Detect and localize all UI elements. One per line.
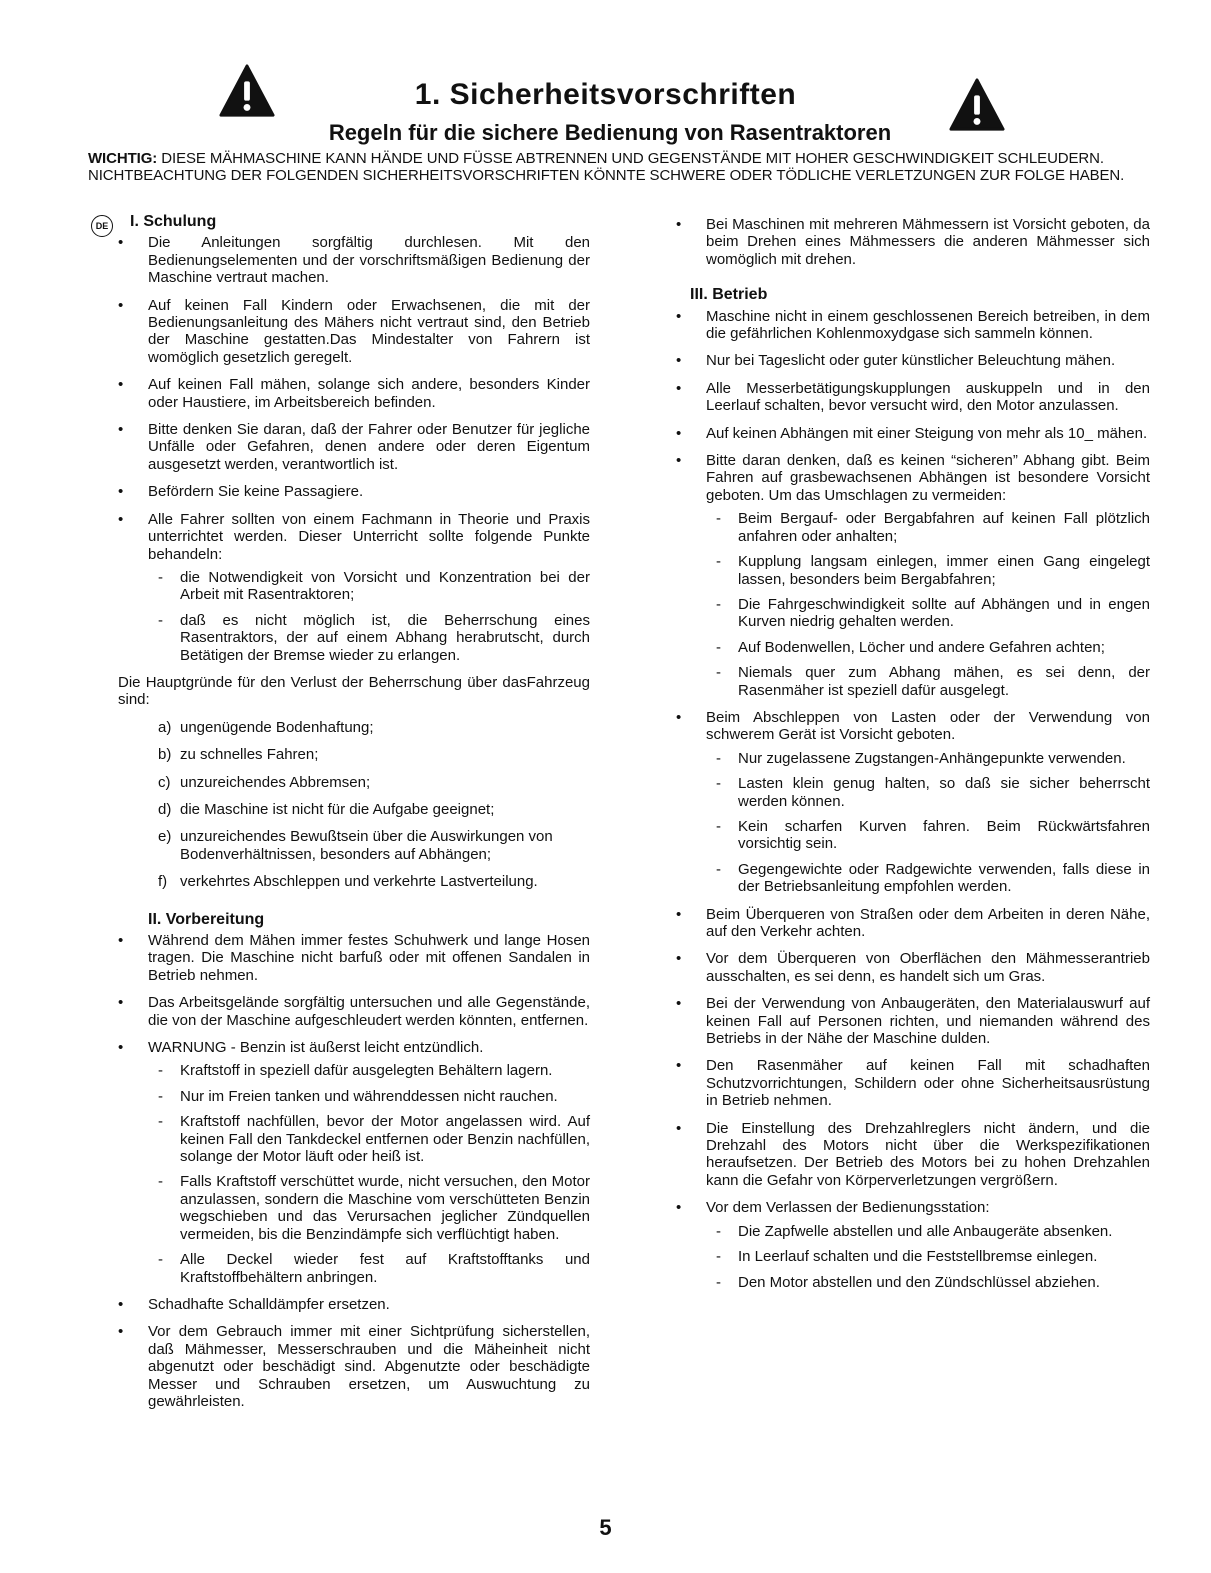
alpha-item	[90, 801, 590, 818]
list-item-text: Bei Maschinen mit mehreren Mähmessern ist Vorsicht geboten, da beim Drehen eines Mähmessers die anderen Mähmesser sich womöglich mit drehen.	[706, 216, 1150, 268]
list-item-text: Den Rasenmäher auf keinen Fall mit schadhaften Schutzvorrichtungen, Schildern oder ohne Sicherheitsausrüstung in Betrieb nehmen.	[706, 1057, 1150, 1110]
alpha-text: zu schnelles Fahren;	[180, 746, 319, 764]
list-item-text: Vor dem Überqueren von Oberflächen den Mähmesserantrieb ausschalten, es sei denn, es handelt sich um Gras.	[706, 950, 1150, 985]
list-item: • Auf keinen Fall Kindern oder Erwachsenen, die mit der Bedienungsanleitung des Mähers nicht vertraut sind, den Betrieb der Maschine gestatten.Das Mindestalter von Fahrern ist womöglich gesetzlich geregelt.	[118, 296, 590, 366]
alpha-mark: f)	[158, 873, 168, 891]
alpha-text: unzureichendes Abbremsen;	[180, 773, 371, 791]
list-item: • WARNUNG - Benzin ist äußerst leicht entzündlich. - Kraftstoff in speziell dafür ausgelegten Behältern lagern. - Nur im Freien tanken und währenddessen nicht rauchen. - Kraftstoff nachfüllen, bevor der Motor angelassen wird. Auf keinen Fall den Tankdeckel entfernen oder Benzin nachfüllen, solange der Motor läuft oder heiß ist. - Falls Kraftstoff verschüttet wurde, nicht versuchen, den Motor anzulassen, sondern die Maschine vom verschütteten Benzin wegschieben und das Verursachen jeglicher Zündquellen vermeiden, bis die Benzindämpfe sich verflüchtigt haben. - Alle Deckel wieder fest auf Kraftstofftanks und Kraftstoffbehältern anbringen.	[118, 1039, 590, 1286]
dash-item: - Gegengewichte oder Radgewichte verwenden, falls diese in der Betriebsanleitung empfohlen werden.	[716, 860, 1150, 896]
list-item: • Den Rasenmäher auf keinen Fall mit schadhaften Schutzvorrichtungen, Schildern oder ohne Sicherheitsausrüstung in Betrieb nehmen.	[676, 1057, 1150, 1110]
dash-item: - Kein scharfen Kurven fahren. Beim Rückwärtsfahren vorsichtig sein.	[716, 817, 1150, 853]
list-item: • Alle Fahrer sollten von einem Fachmann in Theorie und Praxis unterrichtet werden. Dieser Unterricht sollte folgende Punkte behandeln: - die Notwendigkeit von Vorsicht und Konzentration bei der Arbeit mit Rasentraktoren; - daß es nicht möglich ist, die Beherrschung eines Rasentraktors, der auf einem Abhang herabrutscht, durch Betätigen der Bremse wieder zu erlangen.	[118, 510, 590, 664]
dash-item: - In Leerlauf schalten und die Feststellbremse einlegen.	[716, 1248, 1098, 1266]
list-item: • Schadhafte Schalldämpfer ersetzen.	[118, 1295, 390, 1313]
dash-item: - Die Zapfwelle abstellen und alle Anbaugeräte absenken.	[716, 1222, 1113, 1240]
dash-item-text: Kraftstoff in speziell dafür ausgelegten Behältern lagern.	[180, 1062, 553, 1080]
alpha-item	[90, 719, 590, 736]
alpha-mark: c)	[158, 773, 171, 791]
bullet-list	[672, 308, 1150, 1291]
list-item-text: Das Arbeitsgelände sorgfältig untersuchen und alle Gegenstände, die von der Maschine aufgeschleudert werden könnten, entfernen.	[148, 994, 590, 1029]
list-item-text: Auf keinen Abhängen mit einer Steigung von mehr als 10_ mähen.	[706, 424, 1148, 442]
alpha-text: ungenügende Bodenhaftung;	[180, 718, 374, 736]
page-title: 1. Sicherheitsvorschriften	[414, 78, 797, 111]
alpha-item	[90, 774, 590, 791]
section-heading-betrieb: III. Betrieb	[690, 286, 768, 304]
list-item-text: Die Anleitungen sorgfältig durchlesen. Mit den Bedienungselementen und der vorschriftsmäßigen Bedienung der Maschine vertraut machen.	[148, 234, 590, 287]
list-item: • Während dem Mähen immer festes Schuhwerk und lange Hosen tragen. Die Maschine nicht barfuß oder mit offenen Sandalen in Betrieb nehmen.	[118, 932, 590, 984]
dash-item-text: Lasten klein genug halten, so daß sie sicher beherrscht werden können.	[738, 775, 1150, 810]
dash-list	[148, 569, 590, 664]
dash-item-text: Gegengewichte oder Radgewichte verwenden, falls diese in der Betriebsanleitung empfohlen werden.	[738, 860, 1150, 896]
list-item-text: Vor dem Verlassen der Bedienungsstation:	[706, 1199, 990, 1217]
dash-item: - Nur im Freien tanken und währenddessen nicht rauchen.	[158, 1087, 558, 1105]
language-badge: DE	[91, 215, 113, 237]
list-item: • Bei der Verwendung von Anbaugeräten, den Materialauswurf auf keinen Fall auf Personen richten, und niemanden während des Betriebs in der Nähe der Maschine dulden.	[676, 995, 1150, 1048]
dash-item-text: Auf Bodenwellen, Löcher und andere Gefahren achten;	[738, 638, 1105, 656]
dash-item: - Kraftstoff nachfüllen, bevor der Motor angelassen wird. Auf keinen Fall den Tankdeckel entfernen oder Benzin nachfüllen, solange der Motor läuft oder heiß ist.	[158, 1113, 590, 1166]
list-item: • Nur bei Tageslicht oder guter künstlicher Beleuchtung mähen.	[676, 352, 1116, 370]
dash-item-text: Alle Deckel wieder fest auf Kraftstofftanks und Kraftstoffbehältern anbringen.	[180, 1251, 590, 1286]
dash-item: - Auf Bodenwellen, Löcher und andere Gefahren achten;	[716, 638, 1105, 656]
list-item: • Vor dem Gebrauch immer mit einer Sichtprüfung sicherstellen, daß Mähmesser, Messerschrauben und die Mäheinheit nicht abgenutzt oder beschädigt sind. Abgenutzte oder beschädigte Messer und Schrauben ersetzen, um Auswuchtung zu gewährleisten.	[118, 1323, 590, 1410]
dash-item-text: Die Zapfwelle abstellen und alle Anbaugeräte absenken.	[738, 1222, 1113, 1240]
dash-item-text: die Notwendigkeit von Vorsicht und Konzentration bei der Arbeit mit Rasentraktoren;	[180, 568, 590, 604]
dash-list	[706, 1223, 1150, 1291]
section-heading-schulung: I. Schulung	[130, 213, 217, 230]
list-item-text: Vor dem Gebrauch immer mit einer Sichtprüfung sicherstellen, daß Mähmesser, Messerschrauben und die Mäheinheit nicht abgenutzt oder beschädigt sind. Abgenutzte oder beschädigte Messer und Schrauben ersetzen, um Auswuchtung zu gewährleisten.	[148, 1323, 590, 1410]
alpha-mark: b)	[158, 746, 172, 764]
dash-list	[706, 510, 1150, 699]
dash-item: - Niemals quer zum Abhang mähen, es sei denn, der Rasenmäher ist speziell dafür ausgelegt.	[716, 664, 1150, 699]
dash-item-text: daß es nicht möglich ist, die Beherrschung eines Rasentraktors, der auf einem Abhang herabrutscht, durch Betätigen der Bremse wieder zu erlangen.	[180, 611, 590, 664]
intro-warning	[88, 150, 1148, 184]
dash-item-text: In Leerlauf schalten und die Feststellbremse einlegen.	[738, 1248, 1098, 1266]
alpha-mark: e)	[158, 828, 172, 846]
list-item: • Die Anleitungen sorgfältig durchlesen. Mit den Bedienungselementen und der vorschriftsmäßigen Bedienung der Maschine vertraut machen.	[118, 234, 590, 287]
dash-item: - Alle Deckel wieder fest auf Kraftstofftanks und Kraftstoffbehältern anbringen.	[158, 1251, 590, 1286]
dash-item: - daß es nicht möglich ist, die Beherrschung eines Rasentraktors, der auf einem Abhang herabrutscht, durch Betätigen der Bremse wieder zu erlangen.	[158, 611, 590, 664]
alpha-text: die Maschine ist nicht für die Aufgabe geeignet;	[180, 800, 495, 818]
alpha-item	[90, 746, 590, 763]
list-item: • Die Einstellung des Drehzahlreglers nicht ändern, und die Drehzahl des Motors nicht über die Werkspezifikationen heraufsetzen. Der Betrieb des Motors bei zu hohen Drehzahlen kann die Gefahr von Körperverletzungen vergrößern.	[676, 1119, 1150, 1189]
dash-list	[148, 1062, 590, 1285]
bullet-list	[672, 216, 1150, 268]
list-item: • Vor dem Überqueren von Oberflächen den Mähmesserantrieb ausschalten, es sei denn, es handelt sich um Gras.	[676, 950, 1150, 985]
intro-text: DIESE MÄHMASCHINE KANN HÄNDE UND FÜSSE ABTRENNEN UND GEGENSTÄNDE MIT HOHER GESCHWINDIGKEIT SCHLEUDERN. NICHTBEACHTUNG DER FOLGENDEN SICHERHEITSVORSCHRIFTEN KÖNNTE SCHWERE ODER TÖDLICHE VERLETZUNGEN ZUR FOLGE HABEN.	[88, 150, 1125, 184]
page-number: 5	[599, 1515, 612, 1540]
list-item: • Vor dem Verlassen der Bedienungsstation: - Die Zapfwelle abstellen und alle Anbaugeräte absenken. - In Leerlauf schalten und die Feststellbremse einlegen. - Den Motor abstellen und den Zündschlüssel abziehen.	[672, 1199, 1150, 1291]
alpha-text: unzureichendes Bewußtsein über die Auswirkungen von Bodenverhältnissen, besonders auf Abhängen;	[180, 828, 553, 863]
warning-triangle-icon	[948, 76, 1006, 134]
dash-item-text: Nur im Freien tanken und währenddessen nicht rauchen.	[180, 1087, 558, 1105]
alpha-list	[90, 719, 590, 891]
list-item-text: Auf keinen Fall Kindern oder Erwachsenen, die mit der Bedienungsanleitung des Mähers nicht vertraut sind, den Betrieb der Maschine gestatten.Das Mindestalter von Fahrern ist womöglich gesetzlich geregelt.	[148, 296, 590, 366]
alpha-mark: d)	[158, 800, 172, 818]
list-item-text: Beim Überqueren von Straßen oder dem Arbeiten in deren Nähe, auf den Verkehr achten.	[706, 905, 1150, 940]
dash-item: - Nur zugelassene Zugstangen-Anhängepunkte verwenden.	[716, 749, 1126, 767]
list-item-text: Befördern Sie keine Passagiere.	[148, 483, 364, 501]
dash-item: - Falls Kraftstoff verschüttet wurde, nicht versuchen, den Motor anzulassen, sondern die Maschine vom verschütteten Benzin wegschieben und das Verursachen jeglicher Zündquellen vermeiden, bis die Benzindämpfe sich verflüchtigt haben.	[158, 1173, 590, 1243]
dash-item-text: Kein scharfen Kurven fahren. Beim Rückwärtsfahren vorsichtig sein.	[738, 817, 1150, 853]
dash-item: - Kraftstoff in speziell dafür ausgelegten Behältern lagern.	[158, 1062, 553, 1080]
list-item-text: Die Einstellung des Drehzahlreglers nicht ändern, und die Drehzahl des Motors nicht über die Werkspezifikationen heraufsetzen. Der Betrieb des Motors bei zu hohen Drehzahlen kann die Gefahr von Körperverletzungen vergrößern.	[706, 1119, 1150, 1189]
list-item: • Bitte daran denken, daß es keinen “sicheren” Abhang gibt. Beim Fahren auf grasbewachsenen Abhängen ist besondere Vorsicht geboten. Um das Umschlagen zu vermeiden: - Beim Bergauf- oder Bergabfahren auf keinen Fall plötzlich anfahren oder anhalten; - Kupplung langsam einlegen, immer einen Gang eingelegt lassen, besonders beim Bergabfahren; - Die Fahrgeschwindigkeit sollte auf Abhängen und in engen Kurven niedrig gehalten werden. - Auf Bodenwellen, Löcher und andere Gefahren achten; - Niemals quer zum Abhang mähen, es sei denn, der Rasenmäher ist speziell dafür ausgelegt.	[676, 452, 1150, 699]
bullet-list	[90, 932, 590, 1410]
dash-item: - Den Motor abstellen und den Zündschlüssel abziehen.	[716, 1273, 1100, 1291]
list-item-text: Auf keinen Fall mähen, solange sich andere, besonders Kinder oder Haustiere, im Arbeitsbereich befinden.	[148, 376, 590, 411]
dash-list	[706, 750, 1150, 896]
left-column	[90, 213, 590, 1420]
dash-item: - die Notwendigkeit von Vorsicht und Konzentration bei der Arbeit mit Rasentraktoren;	[158, 568, 590, 604]
section-heading-vorbereitung: II. Vorbereitung	[148, 910, 265, 928]
list-item-text: Bei der Verwendung von Anbaugeräten, den Materialauswurf auf keinen Fall auf Personen richten, und niemanden während des Betriebs in der Nähe der Maschine dulden.	[706, 995, 1150, 1048]
list-item: • Maschine nicht in einem geschlossenen Bereich betreiben, in dem die gefährlichen Kohlenmoxydgase sich sammeln können.	[676, 307, 1150, 343]
list-item-text: Schadhafte Schalldämpfer ersetzen.	[148, 1295, 390, 1313]
dash-item: - Beim Bergauf- oder Bergabfahren auf keinen Fall plötzlich anfahren oder anhalten;	[716, 510, 1150, 545]
list-item-text: Während dem Mähen immer festes Schuhwerk und lange Hosen tragen. Die Maschine nicht barfuß oder mit offenen Sandalen in Betrieb nehmen.	[148, 932, 590, 984]
bullet-list	[90, 234, 590, 664]
alpha-item	[90, 828, 590, 863]
dash-item: - Kupplung langsam einlegen, immer einen Gang eingelegt lassen, besonders beim Bergabfahren;	[716, 553, 1150, 588]
right-column	[672, 216, 1150, 1301]
list-item: • Beim Überqueren von Straßen oder dem Arbeiten in deren Nähe, auf den Verkehr achten.	[676, 905, 1150, 940]
list-item: • Alle Messerbetätigungskupplungen auskuppeln und in den Leerlauf schalten, bevor versucht wird, den Motor anzulassen.	[676, 379, 1150, 415]
list-item-text: Alle Fahrer sollten von einem Fachmann in Theorie und Praxis unterrichtet werden. Dieser Unterricht sollte folgende Punkte behandeln:	[148, 510, 590, 563]
alpha-mark: a)	[158, 718, 172, 736]
list-item: • Beim Abschleppen von Lasten oder der Verwendung von schwerem Gerät ist Vorsicht geboten. - Nur zugelassene Zugstangen-Anhängepunkte verwenden. - Lasten klein genug halten, so daß sie sicher beherrscht werden können. - Kein scharfen Kurven fahren. Beim Rückwärtsfahren vorsichtig sein. - Gegengewichte oder Radgewichte verwenden, falls diese in der Betriebsanleitung empfohlen werden.	[676, 708, 1150, 896]
intro-lead: WICHTIG:	[88, 150, 158, 167]
list-item: • Das Arbeitsgelände sorgfältig untersuchen und alle Gegenstände, die von der Maschine aufgeschleudert werden könnten, entfernen.	[118, 994, 590, 1029]
list-item-text: Beim Abschleppen von Lasten oder der Verwendung von schwerem Gerät ist Vorsicht geboten.	[706, 708, 1150, 744]
page-subtitle: Regeln für die sichere Bedienung von Rasentraktoren	[328, 120, 892, 145]
dash-item-text: Die Fahrgeschwindigkeit sollte auf Abhängen und in engen Kurven niedrig gehalten werden.	[738, 595, 1150, 631]
list-item-text: Nur bei Tageslicht oder guter künstlicher Beleuchtung mähen.	[706, 352, 1116, 370]
alpha-item	[90, 873, 590, 890]
dash-item-text: Den Motor abstellen und den Zündschlüssel abziehen.	[738, 1273, 1100, 1291]
list-item-text: Alle Messerbetätigungskupplungen auskuppeln und in den Leerlauf schalten, bevor versucht wird, den Motor anzulassen.	[706, 379, 1150, 415]
dash-item: - Lasten klein genug halten, so daß sie sicher beherrscht werden können.	[716, 775, 1150, 810]
dash-item-text: Kupplung langsam einlegen, immer einen Gang eingelegt lassen, besonders beim Bergabfahren;	[738, 553, 1150, 588]
dash-item-text: Niemals quer zum Abhang mähen, es sei denn, der Rasenmäher ist speziell dafür ausgelegt.	[738, 664, 1150, 699]
paragraph: Die Hauptgründe für den Verlust der Beherrschung über dasFahrzeug sind:	[118, 673, 590, 709]
list-item: • Bei Maschinen mit mehreren Mähmessern ist Vorsicht geboten, da beim Drehen eines Mähmessers die anderen Mähmesser sich womöglich mit drehen.	[676, 216, 1150, 268]
dash-item: - Die Fahrgeschwindigkeit sollte auf Abhängen und in engen Kurven niedrig gehalten werden.	[716, 595, 1150, 631]
list-item-text: Bitte daran denken, daß es keinen “sicheren” Abhang gibt. Beim Fahren auf grasbewachsenen Abhängen ist besondere Vorsicht geboten. Um das Umschlagen zu vermeiden:	[706, 452, 1150, 504]
alpha-text: verkehrtes Abschleppen und verkehrte Lastverteilung.	[180, 873, 538, 891]
list-item-text: Maschine nicht in einem geschlossenen Bereich betreiben, in dem die gefährlichen Kohlenmoxydgase sich sammeln können.	[706, 307, 1150, 343]
list-item: • Auf keinen Abhängen mit einer Steigung von mehr als 10_ mähen.	[676, 424, 1148, 442]
list-item-text: Bitte denken Sie daran, daß der Fahrer oder Benutzer für jegliche Unfälle oder Gefahren, denen andere oder deren Eigentum ausgesetzt werden, verantwortlich ist.	[148, 421, 590, 473]
dash-item-text: Falls Kraftstoff verschüttet wurde, nicht versuchen, den Motor anzulassen, sondern die Maschine vom verschütteten Benzin wegschieben und das Verursachen jeglicher Zündquellen vermeiden, bis die Benzindämpfe sich verflüchtigt haben.	[180, 1173, 590, 1243]
list-item: • Befördern Sie keine Passagiere.	[118, 483, 364, 501]
dash-item-text: Kraftstoff nachfüllen, bevor der Motor angelassen wird. Auf keinen Fall den Tankdeckel entfernen oder Benzin nachfüllen, solange der Motor läuft oder heiß ist.	[180, 1113, 590, 1166]
list-item: • Bitte denken Sie daran, daß der Fahrer oder Benutzer für jegliche Unfälle oder Gefahren, denen andere oder deren Eigentum ausgesetzt werden, verantwortlich ist.	[118, 421, 590, 473]
list-item: • Auf keinen Fall mähen, solange sich andere, besonders Kinder oder Haustiere, im Arbeitsbereich befinden.	[118, 376, 590, 411]
dash-item-text: Beim Bergauf- oder Bergabfahren auf keinen Fall plötzlich anfahren oder anhalten;	[738, 510, 1150, 545]
list-item-text: WARNUNG - Benzin ist äußerst leicht entzündlich.	[148, 1039, 484, 1057]
dash-item-text: Nur zugelassene Zugstangen-Anhängepunkte verwenden.	[738, 749, 1126, 767]
